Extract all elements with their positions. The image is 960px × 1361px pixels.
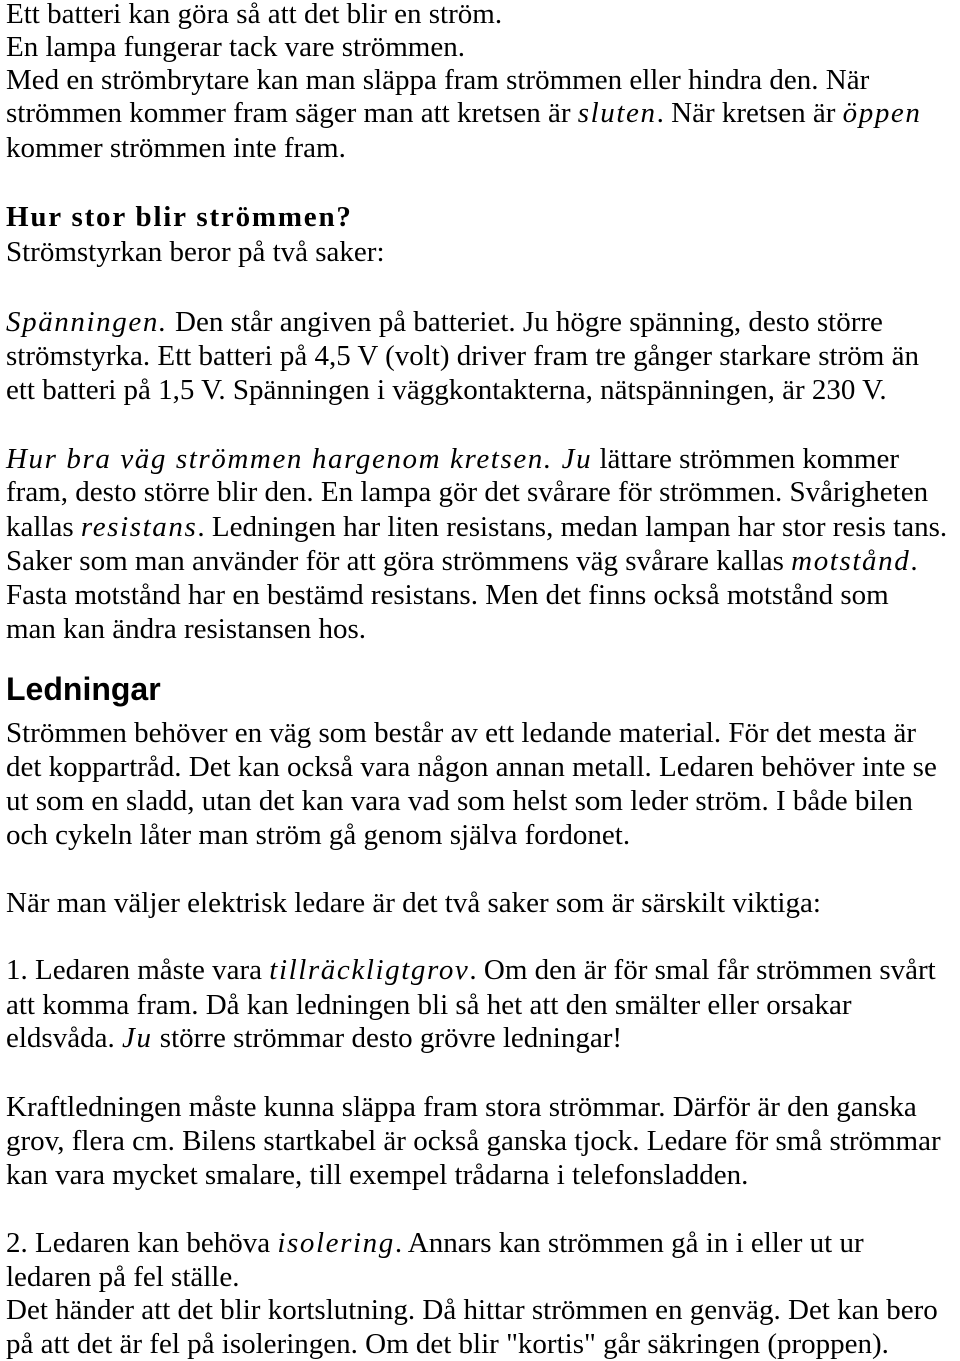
- text-line: [6, 305, 883, 339]
- emphasized-text: isolering: [277, 1227, 395, 1259]
- text-segment: grov, flera cm. Bilens startkabel är också ganska tjock. Ledare för små strömmar: [6, 1125, 941, 1157]
- text-segment: eldsvåda.: [6, 1022, 122, 1054]
- emphasized-text: sluten: [577, 97, 657, 129]
- emphasized-text: Hur bra väg strömmen hargenom kretsen. Ju: [6, 443, 593, 475]
- text-segment: strömmen kommer fram säger man att kretsen är: [6, 97, 578, 129]
- emphasized-text: tillräckligtgrov: [269, 954, 470, 986]
- text-line: [6, 339, 919, 373]
- text-segment: kan vara mycket smalare, till exempel trådarna i telefonsladden.: [6, 1159, 749, 1191]
- text-segment: Ett batteri kan göra så att det blir en ström.: [6, 0, 503, 30]
- text-line: [6, 1124, 941, 1158]
- text-line: [6, 510, 947, 544]
- text-segment: När man väljer elektrisk ledare är det två saker som är särskilt viktiga:: [6, 887, 821, 919]
- emphasized-text: resistans: [80, 511, 198, 543]
- text-line: [6, 1090, 917, 1124]
- text-line: [6, 886, 821, 920]
- text-line: [6, 612, 366, 646]
- text-line: [6, 750, 937, 784]
- text-segment: En lampa fungerar tack vare strömmen.: [6, 31, 465, 63]
- emphasized-text: motstånd: [791, 545, 911, 577]
- text-segment: Saker som man använder för att göra strömmens väg svårare kallas: [6, 545, 792, 577]
- text-segment: Strömstyrkan beror på två saker:: [6, 236, 385, 268]
- text-line: [6, 373, 887, 407]
- text-line: [6, 1293, 938, 1327]
- text-line: [6, 716, 916, 750]
- text-segment: större strömmar desto grövre ledningar!: [152, 1022, 623, 1054]
- text-line: [6, 96, 922, 130]
- text-segment: .: [910, 545, 918, 577]
- text-segment: . Om den är för smal får strömmen svårt: [469, 954, 936, 986]
- text-segment: Strömmen behöver en väg som består av ett ledande material. För det mesta är: [6, 717, 916, 749]
- text-segment: ledaren på fel ställe.: [6, 1261, 240, 1293]
- text-line: [6, 1327, 889, 1361]
- text-line: [6, 578, 889, 612]
- text-line: [6, 953, 936, 987]
- text-segment: . Ledningen har liten resistans, medan lampan har stor resis tans.: [197, 511, 948, 543]
- text-segment: ut som en sladd, utan det kan vara vad som helst som leder ström. I både bilen: [6, 785, 913, 817]
- text-segment: ett batteri på 1,5 V. Spänningen i väggkontakterna, nätspänningen, är 230 V.: [6, 374, 887, 406]
- text-line: [6, 1260, 240, 1294]
- text-segment: Med en strömbrytare kan man släppa fram strömmen eller hindra den. När: [6, 64, 870, 96]
- text-segment: Kraftledningen måste kunna släppa fram stora strömmar. Därför är den ganska: [6, 1091, 917, 1123]
- emphasized-text: Ju: [121, 1022, 153, 1054]
- text-segment: fram, desto större blir den. En lampa gör det svårare för strömmen. Svårigheten: [6, 476, 929, 508]
- text-line: [6, 30, 465, 64]
- text-line: [6, 544, 918, 578]
- text-line: [6, 988, 852, 1022]
- text-segment: Fasta motstånd har en bestämd resistans. Men det finns också motstånd som: [6, 579, 889, 611]
- text-segment: Den står angiven på batteriet. Ju högre spänning, desto större: [167, 306, 883, 338]
- text-line: [6, 235, 385, 269]
- text-segment: . När kretsen är: [656, 97, 843, 129]
- text-segment: . Annars kan strömmen gå in i eller ut ur: [394, 1227, 864, 1259]
- section-heading: Ledningar: [6, 671, 161, 707]
- text-segment: strömstyrka. Ett batteri på 4,5 V (volt) driver fram tre gånger starkare ström än: [6, 340, 919, 372]
- text-segment: det koppartråd. Det kan också vara någon annan metall. Ledaren behöver inte se: [6, 751, 937, 783]
- text-segment: på att det är fel på isoleringen. Om det blir "kortis" går säkringen (proppen).: [6, 1328, 889, 1360]
- text-segment: och cykeln låter man ström gå genom själva fordonet.: [6, 819, 631, 851]
- text-line: [6, 1158, 748, 1192]
- text-line: [6, 63, 869, 97]
- text-line: [6, 131, 346, 165]
- emphasized-text: Spänningen.: [6, 306, 168, 338]
- text-segment: 2. Ledaren kan behöva: [6, 1227, 278, 1259]
- text-segment: man kan ändra resistansen hos.: [6, 613, 366, 645]
- text-segment: kommer strömmen inte fram.: [6, 132, 346, 164]
- text-line: [6, 1021, 622, 1055]
- text-line: [6, 784, 913, 818]
- emphasized-text: öppen: [842, 97, 922, 129]
- text-segment: kallas: [6, 511, 81, 543]
- subheading: Hur stor blir strömmen?: [6, 201, 353, 233]
- text-segment: 1. Ledaren måste vara: [6, 954, 270, 986]
- text-line: [6, 0, 502, 31]
- text-line: [6, 818, 630, 852]
- text-line: [6, 1226, 864, 1260]
- text-segment: att komma fram. Då kan ledningen bli så het att den smälter eller orsakar: [6, 989, 852, 1021]
- text-line: [6, 442, 899, 476]
- text-segment: lättare strömmen kommer: [592, 443, 900, 475]
- text-segment: Det händer att det blir kortslutning. Då hittar strömmen en genväg. Det kan bero: [6, 1294, 938, 1326]
- text-line: [6, 475, 928, 509]
